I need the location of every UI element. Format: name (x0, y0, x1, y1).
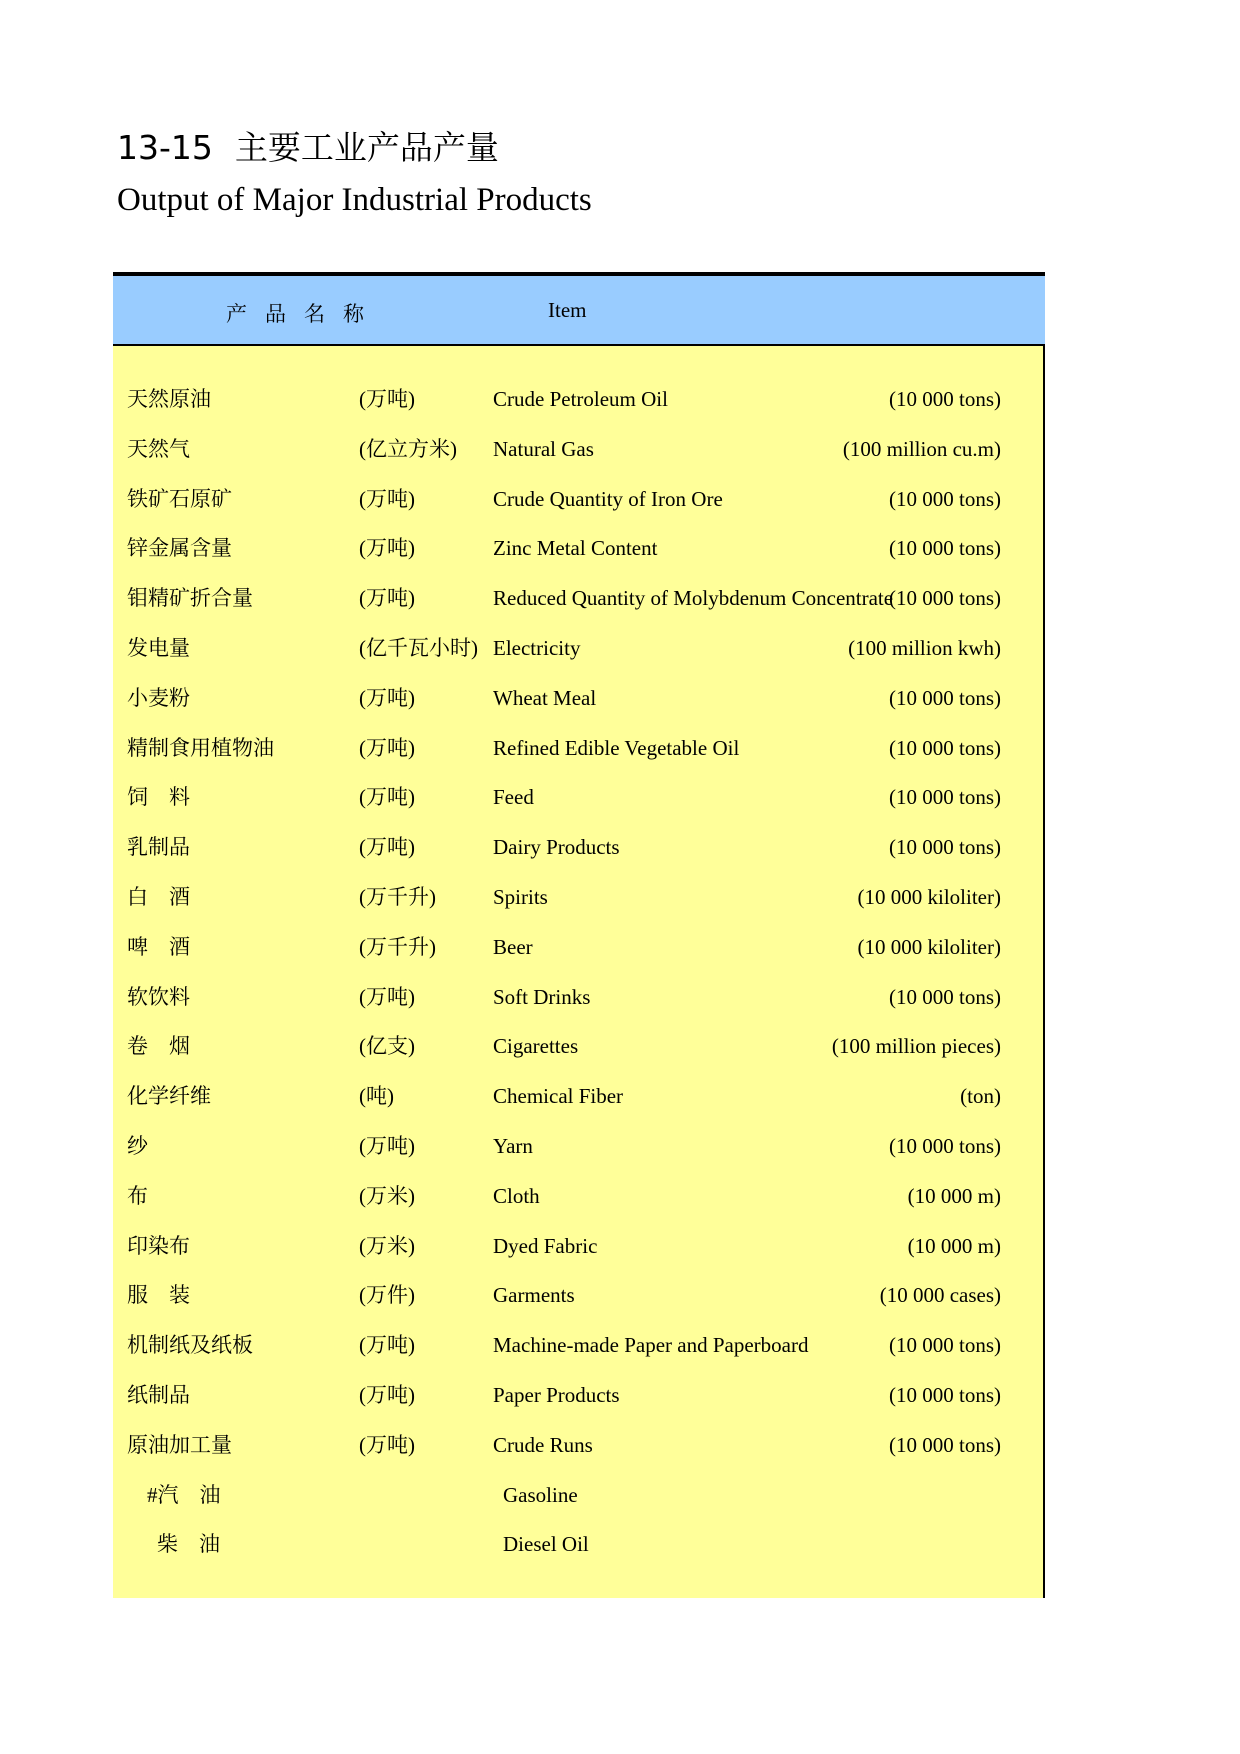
row-unit-cn: (万吨) (359, 486, 415, 511)
row-name-en: Crude Quantity of Iron Ore (493, 486, 723, 511)
row-unit-cn: (万米) (359, 1233, 415, 1258)
row-unit-en: (10 000 tons) (889, 586, 1001, 611)
row-name-en: Garments (493, 1283, 575, 1308)
table-header (113, 276, 1045, 346)
row-name-en: Diesel Oil (503, 1532, 589, 1557)
row-unit-cn: (万吨) (359, 984, 415, 1009)
row-name-en: Electricity (493, 636, 581, 660)
table-row (113, 374, 1045, 424)
table-row (113, 673, 1045, 723)
row-unit-cn: (万吨) (359, 1134, 415, 1158)
row-name-cn: 啤 酒 (127, 934, 190, 959)
table-row (113, 1071, 1045, 1121)
table-row (113, 1121, 1045, 1171)
table-row (113, 573, 1045, 623)
row-unit-cn: (万吨) (359, 785, 415, 810)
table-row (113, 424, 1045, 474)
row-name-cn: 软饮料 (127, 984, 190, 1009)
table-row (113, 772, 1045, 822)
row-unit-cn: (万吨) (359, 1432, 415, 1457)
title-cn-text: 主要工业产品产量 (234, 128, 499, 167)
row-name-cn: 原油加工量 (127, 1432, 232, 1457)
row-unit-cn: (万千升) (359, 885, 436, 909)
table-row (113, 1270, 1045, 1320)
row-name-en: Reduced Quantity of Molybdenum Concentrate (493, 586, 894, 611)
row-name-en: Crude Petroleum Oil (493, 387, 668, 411)
row-unit-en: (10 000 kiloliter) (857, 934, 1001, 959)
row-unit-en: (10 000 m) (907, 1233, 1001, 1258)
row-unit-en: (100 million cu.m) (842, 436, 1001, 461)
table-row (113, 1519, 1045, 1569)
table-number: 13-15 (117, 128, 213, 167)
row-name-cn: 纸制品 (127, 1383, 190, 1407)
row-unit-en: (10 000 tons) (889, 984, 1001, 1009)
row-name-cn: 柴 油 (157, 1532, 220, 1557)
table-row (113, 1221, 1045, 1271)
table-row (113, 723, 1045, 773)
row-name-cn: 卷 烟 (127, 1034, 190, 1059)
row-name-cn: 天然气 (127, 436, 190, 461)
row-unit-cn: (万吨) (359, 387, 415, 411)
row-unit-en: (10 000 tons) (889, 685, 1001, 710)
row-name-en: Zinc Metal Content (493, 536, 658, 561)
row-name-en: Cloth (493, 1183, 540, 1208)
row-unit-en: (10 000 tons) (889, 785, 1001, 810)
row-name-en: Gasoline (503, 1482, 578, 1507)
row-name-cn: 发电量 (127, 636, 190, 660)
row-unit-en: (10 000 tons) (889, 536, 1001, 561)
row-unit-cn: (万吨) (359, 536, 415, 561)
row-name-en: Beer (493, 934, 533, 959)
row-unit-en: (10 000 m) (907, 1183, 1001, 1208)
header-en: Item (548, 298, 587, 322)
row-name-en: Spirits (493, 885, 548, 909)
row-name-cn: 服 装 (127, 1283, 190, 1308)
row-unit-en: (10 000 tons) (889, 835, 1001, 860)
row-name-en: Feed (493, 785, 534, 810)
row-name-en: Machine-made Paper and Paperboard (493, 1333, 809, 1358)
row-name-cn: 化学纤维 (127, 1084, 211, 1109)
row-unit-cn: (吨) (359, 1084, 394, 1109)
row-name-cn: 铁矿石原矿 (127, 486, 232, 511)
row-name-cn: 布 (127, 1183, 148, 1208)
row-unit-en: (10 000 kiloliter) (857, 885, 1001, 909)
row-unit-en: (10 000 tons) (889, 1383, 1001, 1407)
table-row (113, 972, 1045, 1022)
row-name-cn: 小麦粉 (127, 685, 190, 710)
table-row (113, 1420, 1045, 1470)
row-unit-en: (10 000 tons) (889, 486, 1001, 511)
row-unit-cn: (万吨) (359, 1333, 415, 1358)
row-name-cn: 印染布 (127, 1233, 190, 1258)
table-row (113, 822, 1045, 872)
row-unit-en: (10 000 cases) (879, 1283, 1001, 1308)
row-name-en: Wheat Meal (493, 685, 597, 710)
row-name-en: Chemical Fiber (493, 1084, 624, 1109)
row-unit-en: (10 000 tons) (889, 1333, 1001, 1358)
row-unit-en: (100 million kwh) (848, 636, 1001, 660)
table-row (113, 1370, 1045, 1420)
row-name-en: Yarn (493, 1134, 533, 1158)
table-row (113, 523, 1045, 573)
row-unit-en: (100 million pieces) (831, 1034, 1001, 1059)
row-name-en: Dairy Products (493, 835, 620, 860)
row-name-cn: 纱 (127, 1134, 148, 1158)
row-unit-cn: (亿支) (359, 1034, 415, 1059)
row-name-cn: 锌金属含量 (127, 536, 232, 561)
header-cn: 产品名称 (226, 302, 382, 326)
row-name-cn: 机制纸及纸板 (127, 1333, 253, 1358)
row-unit-cn: (亿千瓦小时) (359, 636, 478, 660)
row-name-en: Cigarettes (493, 1034, 579, 1059)
page-title-en: Output of Major Industrial Products (117, 182, 592, 218)
table-row (113, 474, 1045, 524)
data-table (113, 272, 1045, 1598)
row-name-cn: 乳制品 (127, 835, 190, 860)
table-row (113, 1470, 1045, 1520)
row-unit-cn: (万吨) (359, 835, 415, 860)
row-name-cn: 饲 料 (127, 785, 190, 810)
row-unit-en: (10 000 tons) (889, 1134, 1001, 1158)
table-row (113, 872, 1045, 922)
page-title-cn (117, 128, 499, 168)
row-name-en: Dyed Fabric (493, 1233, 598, 1258)
row-unit-cn: (万吨) (359, 685, 415, 710)
row-name-en: Natural Gas (493, 436, 594, 461)
row-unit-cn: (万千升) (359, 934, 436, 959)
row-name-cn: 精制食用植物油 (127, 735, 274, 760)
table-row (113, 1320, 1045, 1370)
row-unit-en: (10 000 tons) (889, 387, 1001, 411)
table-row (113, 1021, 1045, 1071)
row-unit-cn: (万吨) (359, 586, 415, 611)
row-unit-cn: (亿立方米) (359, 436, 457, 461)
row-name-cn: 天然原油 (127, 387, 211, 411)
row-name-cn: #汽 油 (147, 1482, 221, 1507)
row-unit-en: (10 000 tons) (889, 1432, 1001, 1457)
row-name-cn: 钼精矿折合量 (127, 586, 253, 611)
row-name-en: Refined Edible Vegetable Oil (493, 735, 740, 760)
table-row (113, 1171, 1045, 1221)
row-unit-en: (10 000 tons) (889, 735, 1001, 760)
row-name-en: Crude Runs (493, 1432, 593, 1457)
table-body (113, 346, 1045, 1598)
row-unit-cn: (万吨) (359, 735, 415, 760)
table-row (113, 922, 1045, 972)
table-row (113, 623, 1045, 673)
row-name-en: Soft Drinks (493, 984, 591, 1009)
row-unit-cn: (万吨) (359, 1383, 415, 1407)
row-name-en: Paper Products (493, 1383, 620, 1407)
row-unit-en: (ton) (960, 1084, 1001, 1109)
row-unit-cn: (万件) (359, 1283, 415, 1308)
row-unit-cn: (万米) (359, 1183, 415, 1208)
row-name-cn: 白 酒 (127, 885, 190, 909)
